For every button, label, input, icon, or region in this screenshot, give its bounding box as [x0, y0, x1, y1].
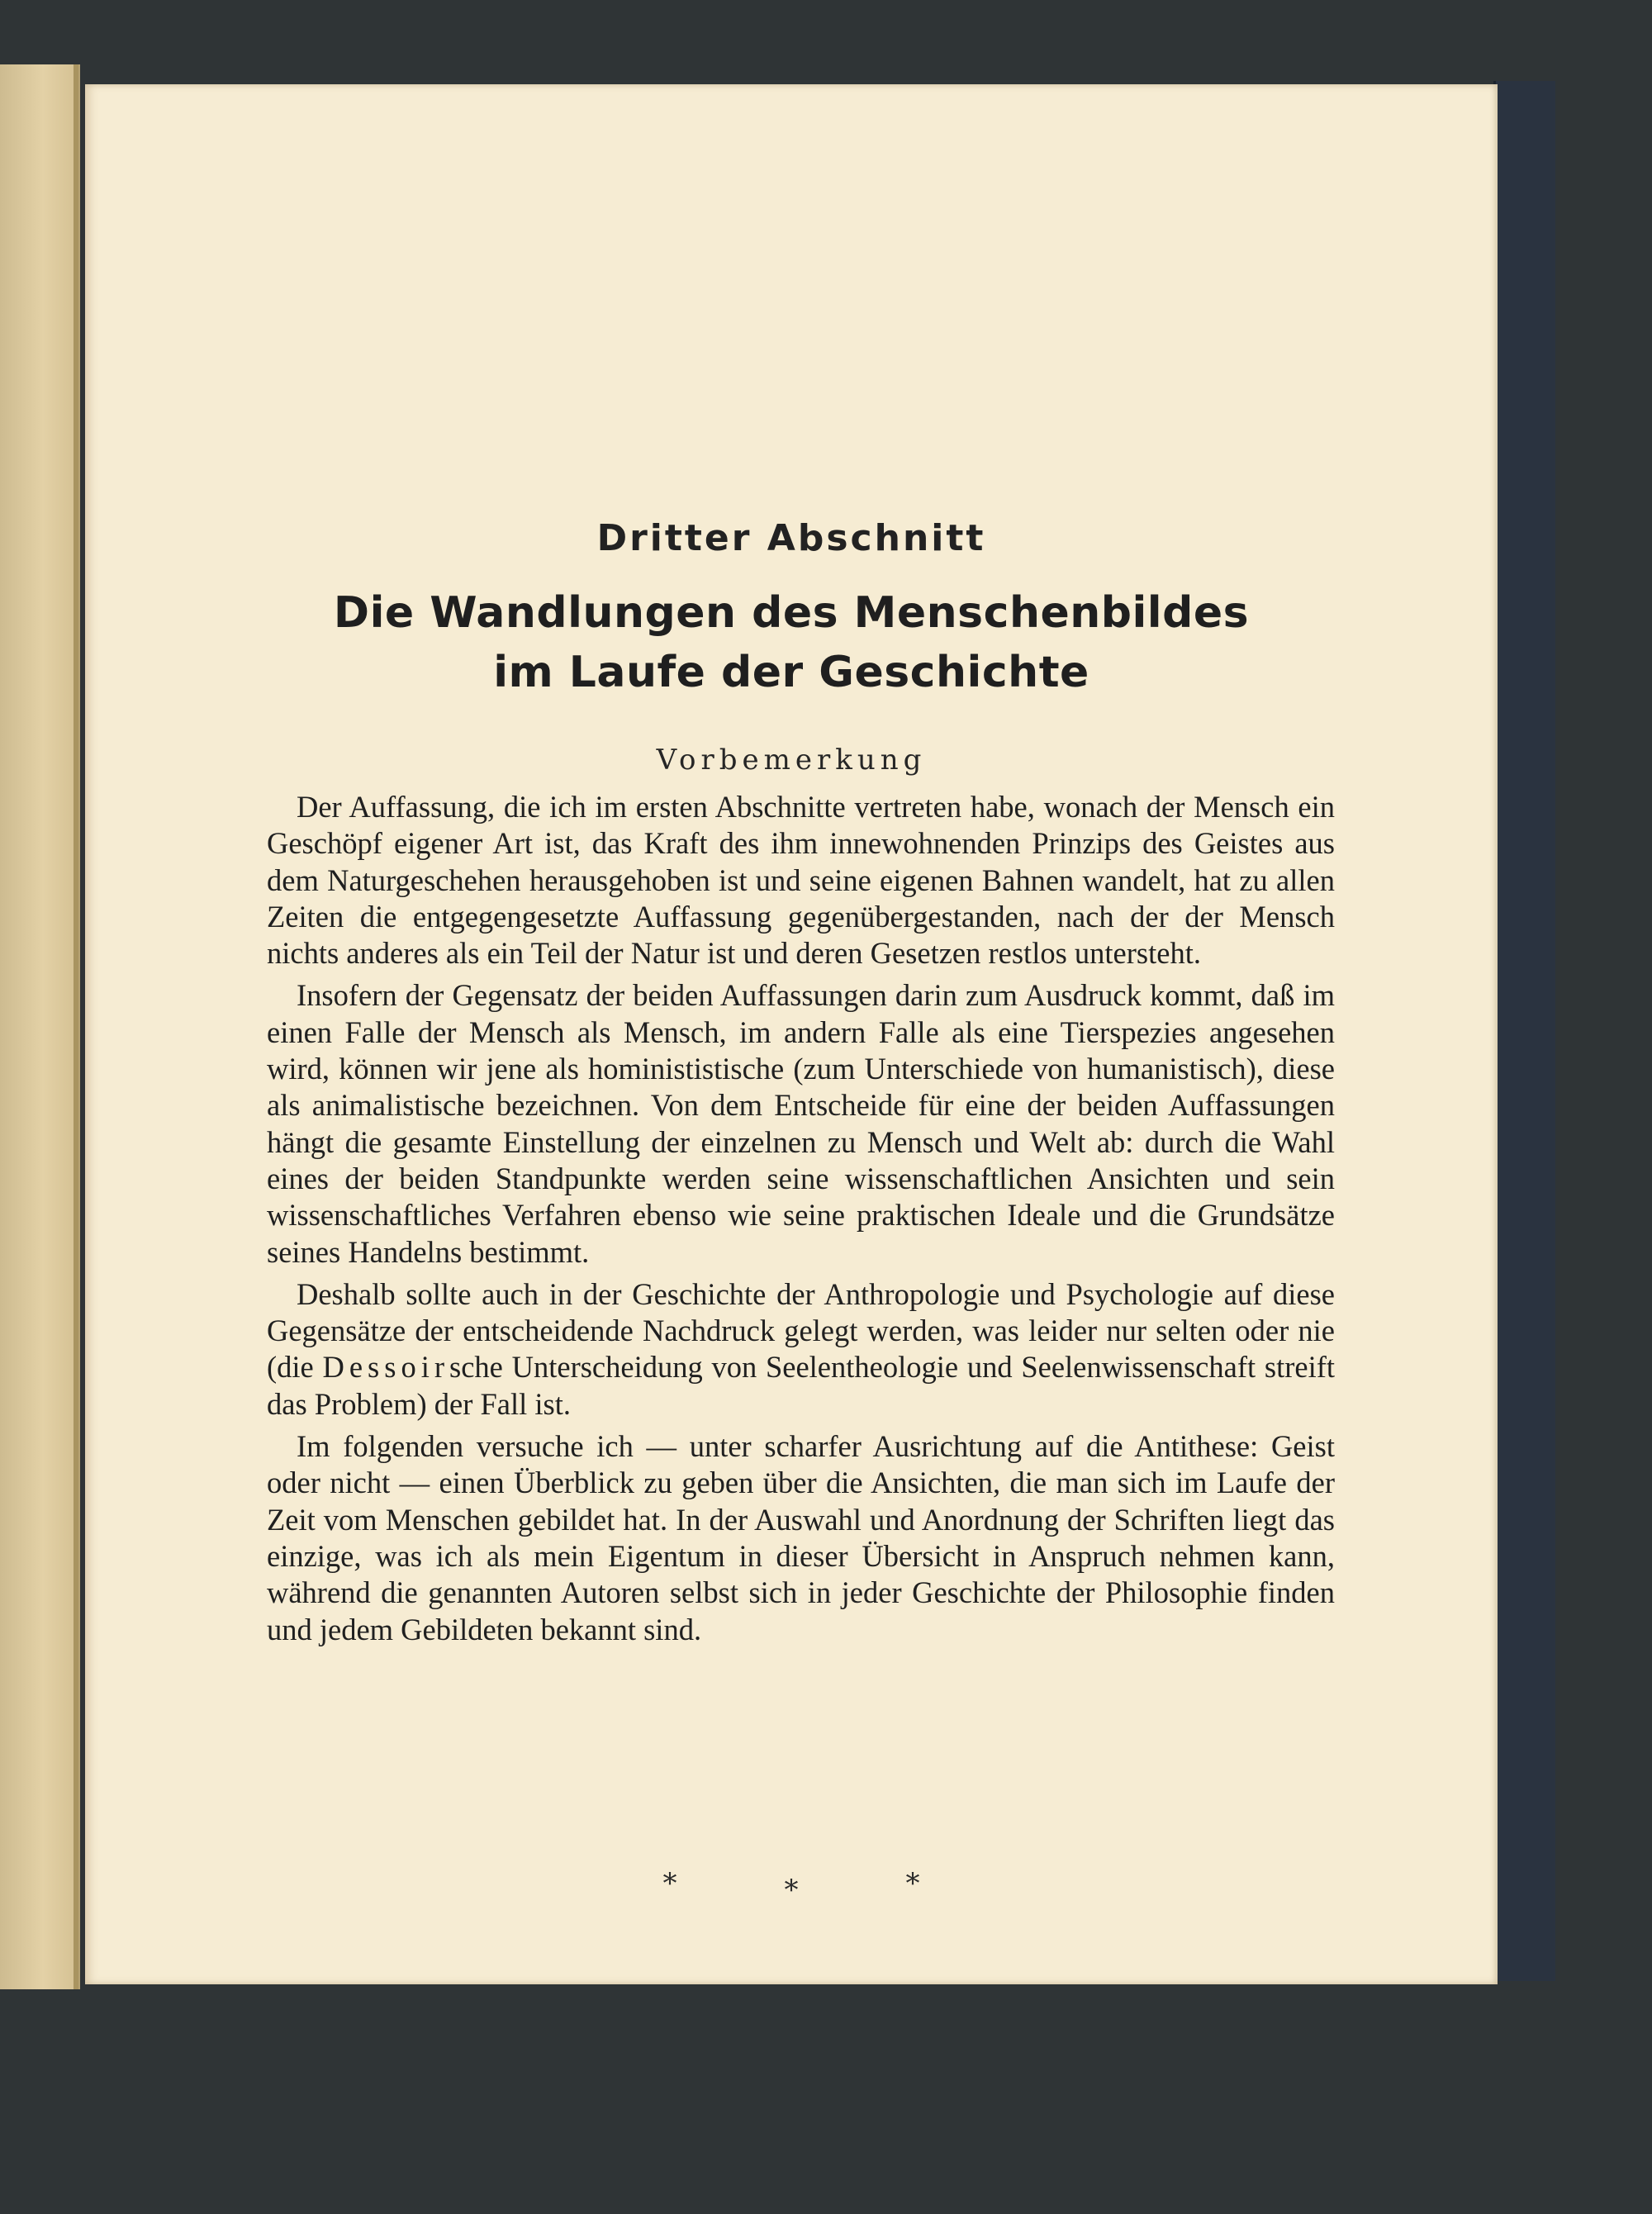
- section-divider: [85, 1867, 1498, 1907]
- chapter-title-line-1: Die Wandlungen des Menschenbildes: [333, 588, 1250, 638]
- author-name-emphasis: Dessoir: [322, 1350, 450, 1385]
- paragraph-3-end: sche Unterscheidung von Seelentheologie und Seelenwissenschaft streift das Problem) der Fall ist.: [267, 1350, 1335, 1421]
- asterisk-3: *: [905, 1867, 920, 1900]
- paragraph-2: Insofern der Gegensatz der beiden Auffassungen darin zum Ausdruck kommt, daß im einen Falle der Mensch als Mensch, im andern Falle als eine Tierspezies angesehen wird, können wir jene als hominististische (zum Unterschiede von humanistisch), diese als animalistische bezeichnen. Von dem Entscheide für eine der beiden Auffassungen hängt die gesamte Einstellung der einzelnen zu Mensch und Welt ab: durch die Wahl eines der beiden Standpunkte werden seine wissenschaftlichen Ansichten und sein wissenschaftliches Verfahren ebenso wie seine praktischen Ideale und die Grundsätze seines Handelns bestimmt.: [267, 978, 1335, 1269]
- preface-heading: Vorbemerkung: [656, 744, 927, 777]
- book-cover-edge: [1493, 81, 1555, 1981]
- paragraph-3: [267, 1276, 1335, 1423]
- paragraph-4: Im folgenden versuche ich — unter scharfer Ausrichtung auf die Antithese: Geist oder nicht — einen Überblick zu geben über die Ansichten, die man sich im Laufe der Zeit vom Menschen gebildet hat. In der Auswahl und Anordnung der Schriften liegt das einzige, was ich als mein Eigentum in dieser Übersicht in Anspruch nehmen kann, während die genannten Autoren selbst sich in jeder Geschichte der Philosophie finden und jedem Gebildeten bekannt sind.: [267, 1429, 1335, 1646]
- body-text: [267, 789, 1335, 1648]
- book-gutter: [74, 64, 78, 1989]
- section-label: Dritter Abschnitt: [596, 517, 986, 559]
- asterisk-1: *: [662, 1867, 677, 1900]
- chapter-title-line-2: im Laufe der Geschichte: [493, 648, 1089, 697]
- facing-page-edge: [0, 64, 80, 1989]
- paragraph-1: Der Auffassung, die ich im ersten Abschnitte vertreten habe, wonach der Mensch ein Geschöpf eigener Art ist, das Kraft des ihm innewohnenden Prinzips des Geistes aus dem Naturgeschehen herausgehoben ist und seine eigenen Bahnen wandelt, hat zu allen Zeiten die entgegengesetzte Auffassung gegenübergestanden, nach der der Mensch nichts anderes als ein Teil der Natur ist und deren Gesetzen restlos untersteht.: [267, 790, 1335, 971]
- book-page: [85, 84, 1498, 1984]
- paragraph-3-start: Deshalb sollte auch in der Geschichte der Anthropologie und Psychologie auf diese Gegensätze der entscheidende Nachdruck gelegt werden, was leider nur selten oder nie (die: [267, 1276, 1335, 1385]
- asterisk-2: *: [784, 1874, 799, 1907]
